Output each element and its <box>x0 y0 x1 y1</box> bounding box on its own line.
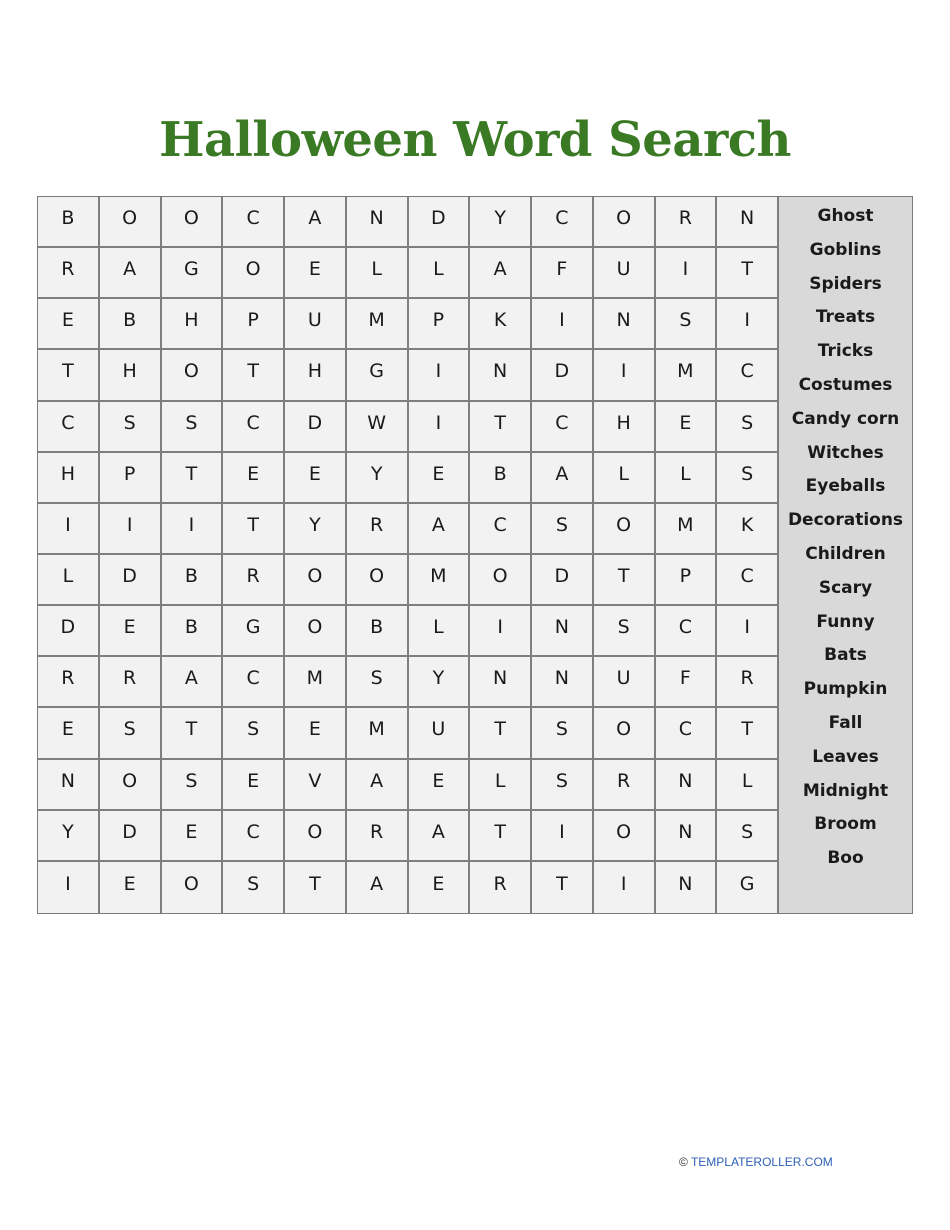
word-list-item: Children <box>805 543 886 564</box>
word-list-item: Leaves <box>812 746 879 767</box>
grid-cell: S <box>717 811 779 862</box>
grid-cell: T <box>223 350 285 401</box>
word-list-item: Witches <box>807 442 884 463</box>
grid-cell: T <box>470 708 532 759</box>
grid-cell: D <box>100 811 162 862</box>
word-list-item: Midnight <box>802 780 889 801</box>
word-list-item: Broom <box>814 814 877 835</box>
grid-cell: E <box>285 453 347 504</box>
word-list-item: Tricks <box>817 341 874 362</box>
grid-cell: A <box>470 248 532 299</box>
grid-cell: N <box>594 299 656 350</box>
grid-cell: B <box>162 606 224 657</box>
grid-cell: S <box>223 708 285 759</box>
grid-cell: C <box>223 402 285 453</box>
grid-cell: Y <box>347 453 409 504</box>
grid-cell: S <box>656 299 718 350</box>
grid-cell: P <box>100 453 162 504</box>
grid-cell: Y <box>285 504 347 555</box>
grid-cell: S <box>223 862 285 913</box>
grid-cell: T <box>470 402 532 453</box>
grid-cell: R <box>717 657 779 708</box>
copyright-symbol: © <box>679 1155 688 1169</box>
grid-cell: S <box>162 402 224 453</box>
grid-cell: W <box>347 402 409 453</box>
grid-cell: S <box>347 657 409 708</box>
grid-cell: O <box>162 350 224 401</box>
grid-cell: G <box>717 862 779 913</box>
grid-cell: O <box>594 708 656 759</box>
grid-cell: B <box>162 555 224 606</box>
grid-cell: T <box>717 708 779 759</box>
grid-cell: D <box>100 555 162 606</box>
grid-cell: O <box>162 862 224 913</box>
grid-cell: H <box>162 299 224 350</box>
grid-cell: E <box>162 811 224 862</box>
grid-cell: E <box>285 708 347 759</box>
grid-cell: D <box>532 350 594 401</box>
grid-cell: H <box>100 350 162 401</box>
grid-cell: S <box>532 708 594 759</box>
grid-cell: M <box>285 657 347 708</box>
grid-cell: R <box>347 504 409 555</box>
grid-cell: C <box>532 197 594 248</box>
grid-cell: N <box>38 760 100 811</box>
grid-cell: U <box>594 248 656 299</box>
grid-cell: R <box>470 862 532 913</box>
grid-cell: H <box>285 350 347 401</box>
grid-cell: M <box>347 708 409 759</box>
grid-cell: P <box>223 299 285 350</box>
word-list-item: Fall <box>828 712 863 733</box>
word-list-item: Spiders <box>809 273 882 294</box>
grid-cell: S <box>717 453 779 504</box>
grid-cell: T <box>470 811 532 862</box>
grid-cell: O <box>594 811 656 862</box>
grid-cell: N <box>470 657 532 708</box>
word-list <box>779 197 912 913</box>
grid-cell: U <box>594 657 656 708</box>
grid-cell: U <box>285 299 347 350</box>
grid-cell: K <box>717 504 779 555</box>
footer <box>679 1155 833 1169</box>
grid-cell: L <box>470 760 532 811</box>
grid-cell: O <box>470 555 532 606</box>
grid-cell: N <box>532 657 594 708</box>
grid-cell: G <box>162 248 224 299</box>
grid-cell: L <box>656 453 718 504</box>
grid-cell: I <box>38 504 100 555</box>
grid-cell: E <box>656 402 718 453</box>
grid-cell: E <box>409 453 471 504</box>
grid-cell: N <box>717 197 779 248</box>
word-list-item: Treats <box>815 307 876 328</box>
grid-cell: N <box>532 606 594 657</box>
grid-cell: G <box>223 606 285 657</box>
grid-cell: E <box>100 862 162 913</box>
word-list-item: Decorations <box>787 510 904 531</box>
grid-cell: I <box>100 504 162 555</box>
word-list-item: Candy corn <box>791 408 900 429</box>
grid-cell: D <box>532 555 594 606</box>
grid-cell: B <box>470 453 532 504</box>
letter-grid <box>38 197 779 913</box>
grid-cell: C <box>717 555 779 606</box>
grid-cell: T <box>223 504 285 555</box>
grid-cell: A <box>100 248 162 299</box>
grid-cell: M <box>656 504 718 555</box>
grid-cell: D <box>38 606 100 657</box>
word-list-item: Scary <box>818 577 873 598</box>
grid-cell: O <box>100 197 162 248</box>
grid-cell: I <box>409 402 471 453</box>
grid-cell: I <box>717 299 779 350</box>
grid-cell: L <box>594 453 656 504</box>
grid-cell: T <box>38 350 100 401</box>
grid-cell: R <box>347 811 409 862</box>
grid-cell: H <box>38 453 100 504</box>
grid-cell: I <box>409 350 471 401</box>
grid-cell: C <box>38 402 100 453</box>
grid-cell: L <box>409 248 471 299</box>
grid-cell: N <box>656 811 718 862</box>
grid-cell: I <box>594 862 656 913</box>
grid-cell: D <box>409 197 471 248</box>
grid-cell: M <box>347 299 409 350</box>
grid-cell: R <box>594 760 656 811</box>
grid-cell: P <box>409 299 471 350</box>
grid-cell: O <box>594 197 656 248</box>
grid-cell: A <box>532 453 594 504</box>
grid-cell: O <box>162 197 224 248</box>
grid-cell: I <box>594 350 656 401</box>
word-list-item: Costumes <box>798 374 893 395</box>
grid-cell: S <box>532 760 594 811</box>
grid-cell: E <box>38 708 100 759</box>
grid-cell: Y <box>409 657 471 708</box>
grid-cell: E <box>223 760 285 811</box>
grid-cell: R <box>38 657 100 708</box>
grid-cell: O <box>285 555 347 606</box>
grid-cell: M <box>409 555 471 606</box>
grid-cell: S <box>100 708 162 759</box>
grid-cell: S <box>717 402 779 453</box>
grid-cell: C <box>656 708 718 759</box>
grid-cell: O <box>285 606 347 657</box>
grid-cell: I <box>38 862 100 913</box>
grid-cell: E <box>38 299 100 350</box>
grid-cell: T <box>594 555 656 606</box>
grid-cell: I <box>717 606 779 657</box>
grid-cell: P <box>656 555 718 606</box>
grid-cell: R <box>656 197 718 248</box>
grid-cell: H <box>594 402 656 453</box>
grid-cell: S <box>100 402 162 453</box>
grid-cell: A <box>347 760 409 811</box>
grid-cell: Y <box>38 811 100 862</box>
word-list-item: Pumpkin <box>803 679 888 700</box>
grid-cell: I <box>162 504 224 555</box>
grid-cell: T <box>285 862 347 913</box>
grid-cell: E <box>223 453 285 504</box>
grid-cell: T <box>162 453 224 504</box>
grid-cell: T <box>717 248 779 299</box>
word-list-item: Boo <box>827 848 864 869</box>
grid-cell: L <box>409 606 471 657</box>
grid-cell: M <box>656 350 718 401</box>
grid-cell: C <box>532 402 594 453</box>
grid-cell: C <box>223 811 285 862</box>
grid-cell: B <box>347 606 409 657</box>
grid-cell: I <box>656 248 718 299</box>
grid-cell: E <box>285 248 347 299</box>
grid-cell: A <box>162 657 224 708</box>
templateroller-link[interactable]: TEMPLATEROLLER.COM <box>690 1155 833 1169</box>
word-list-item: Eyeballs <box>805 476 886 497</box>
grid-cell: C <box>223 657 285 708</box>
grid-cell: B <box>38 197 100 248</box>
grid-cell: O <box>223 248 285 299</box>
grid-cell: O <box>100 760 162 811</box>
grid-cell: I <box>470 606 532 657</box>
grid-cell: C <box>223 197 285 248</box>
grid-cell: S <box>594 606 656 657</box>
grid-cell: F <box>656 657 718 708</box>
grid-cell: N <box>470 350 532 401</box>
word-search-puzzle <box>37 196 913 914</box>
word-list-item: Goblins <box>809 239 882 260</box>
word-list-item: Ghost <box>817 206 874 226</box>
word-list-item: Bats <box>824 645 867 666</box>
grid-cell: L <box>38 555 100 606</box>
grid-cell: C <box>656 606 718 657</box>
grid-cell: V <box>285 760 347 811</box>
page-title: Halloween Word Search <box>159 112 791 168</box>
grid-cell: G <box>347 350 409 401</box>
grid-cell: E <box>100 606 162 657</box>
grid-cell: A <box>409 504 471 555</box>
grid-cell: O <box>285 811 347 862</box>
grid-cell: N <box>347 197 409 248</box>
grid-cell: I <box>532 299 594 350</box>
grid-cell: U <box>409 708 471 759</box>
grid-cell: E <box>409 862 471 913</box>
grid-cell: T <box>532 862 594 913</box>
grid-cell: O <box>347 555 409 606</box>
grid-cell: C <box>470 504 532 555</box>
grid-cell: A <box>409 811 471 862</box>
word-list-item: Funny <box>816 611 875 632</box>
grid-cell: L <box>717 760 779 811</box>
grid-cell: R <box>100 657 162 708</box>
grid-cell: N <box>656 760 718 811</box>
grid-cell: R <box>38 248 100 299</box>
grid-cell: S <box>532 504 594 555</box>
grid-cell: L <box>347 248 409 299</box>
grid-cell: A <box>347 862 409 913</box>
grid-cell: D <box>285 402 347 453</box>
grid-cell: Y <box>470 197 532 248</box>
grid-cell: B <box>100 299 162 350</box>
grid-cell: O <box>594 504 656 555</box>
grid-cell: T <box>162 708 224 759</box>
grid-cell: R <box>223 555 285 606</box>
grid-cell: E <box>409 760 471 811</box>
grid-cell: A <box>285 197 347 248</box>
grid-cell: I <box>532 811 594 862</box>
grid-cell: S <box>162 760 224 811</box>
grid-cell: K <box>470 299 532 350</box>
grid-cell: F <box>532 248 594 299</box>
grid-cell: N <box>656 862 718 913</box>
grid-cell: C <box>717 350 779 401</box>
